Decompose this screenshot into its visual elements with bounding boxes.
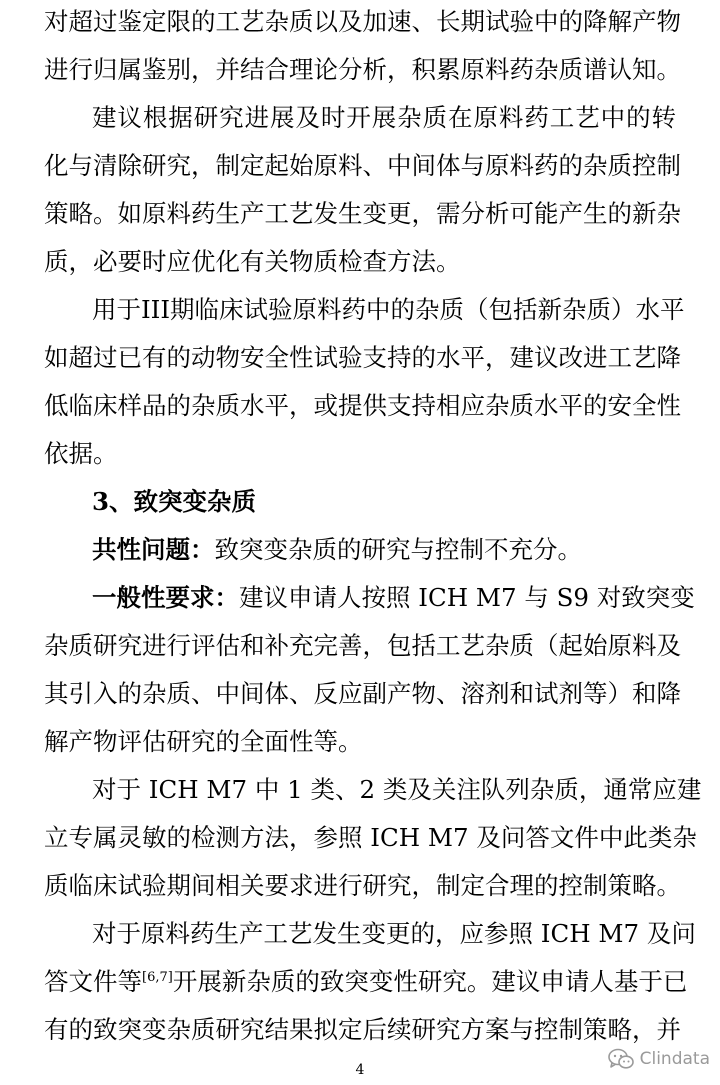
- paragraph-line: 低临床样品的杂质水平，或提供支持相应杂质水平的安全性: [44, 391, 681, 420]
- general-requirement-text: 建议申请人按照 ICH M7 与 S9 对致突变: [239, 583, 695, 612]
- paragraph-line: 建议根据研究进展及时开展杂质在原料药工艺中的转: [92, 103, 676, 132]
- common-issue-line: [92, 530, 676, 570]
- section-heading: 3、致突变杂质: [92, 487, 257, 516]
- paragraph-line: 质，必要时应优化有关物质检查方法。: [44, 247, 461, 276]
- wechat-icon: [608, 1048, 634, 1070]
- paragraph-line: 对于原料药生产工艺发生变更的，应参照 ICH M7 及问: [92, 919, 696, 948]
- common-issue-text: 致突变杂质的研究与控制不充分。: [214, 535, 582, 564]
- paragraph-line: 有的致突变杂质研究结果拟定后续研究方案与控制策略，并: [44, 1015, 681, 1044]
- page-number: 4: [355, 1062, 365, 1078]
- common-issue-label: 共性问题：: [92, 535, 215, 564]
- general-requirement-label: 一般性要求：: [92, 583, 239, 612]
- paragraph-line: 立专属灵敏的检测方法，参照 ICH M7 及问答文件中此类杂: [44, 823, 697, 852]
- paragraph-line: 解产物评估研究的全面性等。: [44, 727, 363, 756]
- citation-text-after: 开展新杂质的致突变性研究。建议申请人基于已: [172, 967, 688, 996]
- citation-text-before: 答文件等: [44, 967, 142, 996]
- paragraph-line: 策略。如原料药生产工艺发生变更，需分析可能产生的新杂: [44, 199, 681, 228]
- general-requirement-line: [92, 578, 695, 618]
- paragraph-line: 杂质研究进行评估和补充完善，包括工艺杂质（起始原料及: [44, 631, 681, 660]
- paragraph-line: 质临床试验期间相关要求进行研究，制定合理的控制策略。: [44, 871, 681, 900]
- watermark: [608, 1045, 710, 1073]
- paragraph-line: 化与清除研究，制定起始原料、中间体与原料药的杂质控制: [44, 151, 681, 180]
- citation-reference: [6,7]: [142, 969, 173, 985]
- paragraph-line: 对于 ICH M7 中 1 类、2 类及关注队列杂质，通常应建: [92, 775, 702, 804]
- paragraph-line: 对超过鉴定限的工艺杂质以及加速、长期试验中的降解产物: [44, 7, 681, 36]
- paragraph-line: 依据。: [44, 439, 118, 468]
- paragraph-line: 进行归属鉴别，并结合理论分析，积累原料药杂质谱认知。: [44, 55, 681, 84]
- watermark-text: Clindata: [639, 1049, 710, 1069]
- paragraph-line: 如超过已有的动物安全性试验支持的水平，建议改进工艺降: [44, 343, 681, 372]
- paragraph-line: 用于III期临床试验原料药中的杂质（包括新杂质）水平: [92, 295, 685, 324]
- paragraph-line-with-citation: [44, 962, 688, 1002]
- paragraph-line: 其引入的杂质、中间体、反应副产物、溶剂和试剂等）和降: [44, 679, 681, 708]
